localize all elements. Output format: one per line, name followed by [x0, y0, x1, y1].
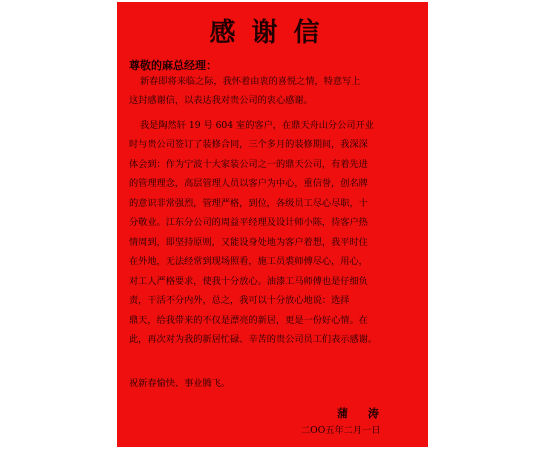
salutation: 尊敬的麻总经理：	[129, 59, 217, 72]
body-line: 的管理理念，高层管理人员以客户为中心，重信誉，创名牌	[129, 178, 368, 189]
body-line: 情周到，即坚持原则，又能设身处地为客户着想，我平时住	[129, 237, 368, 248]
body-line: 的意识非常强烈，管理严格，到位，各级员工尽心尽职，十	[129, 198, 368, 209]
body-line: 时与贵公司签订了装修合同，三个多月的装修期间，我深深	[129, 139, 368, 150]
body-line: 这封感谢信，以表达我对贵公司的衷心感谢。	[129, 95, 313, 106]
body-line: 体会到：作为宁波十大家装公司之一的鼎天公司，有着先进	[129, 159, 368, 170]
thank-you-letter	[117, 2, 428, 447]
body-line: 此，再次对为我的新居忙碌、辛苦的贵公司员工们表示感谢。	[129, 334, 378, 345]
closing-blessing: 祝新春愉快、事业腾飞。	[129, 378, 231, 389]
body-line: 在外地，无法经常到现场照看，施工员裘师傅尽心，用心，	[129, 256, 368, 267]
body-line: 责，干活不分内外，总之，我可以十分放心地说：选择	[129, 295, 350, 306]
body-line: 鼎天，给我带来的不仅是漂亮的新居，更是一份好心情。在	[129, 315, 368, 326]
body-line: 新春即将来临之际，我怀着由衷的喜悦之情，特意写上	[140, 76, 361, 87]
body-line: 我是陶然轩 19 号 604 室的客户，在鼎天舟山分公司开业	[140, 120, 374, 131]
body-line: 对工人严格要求，使我十分放心。油漆工马师傅也是仔细负	[129, 276, 368, 287]
letter-date: 二OO五年二月一日	[301, 425, 381, 436]
signature: 蒲 涛	[337, 407, 387, 420]
letter-title: 感谢信	[209, 18, 336, 48]
body-line: 分敬业。江东分公司的周益平经理及设计师小陈，待客户热	[129, 217, 368, 228]
